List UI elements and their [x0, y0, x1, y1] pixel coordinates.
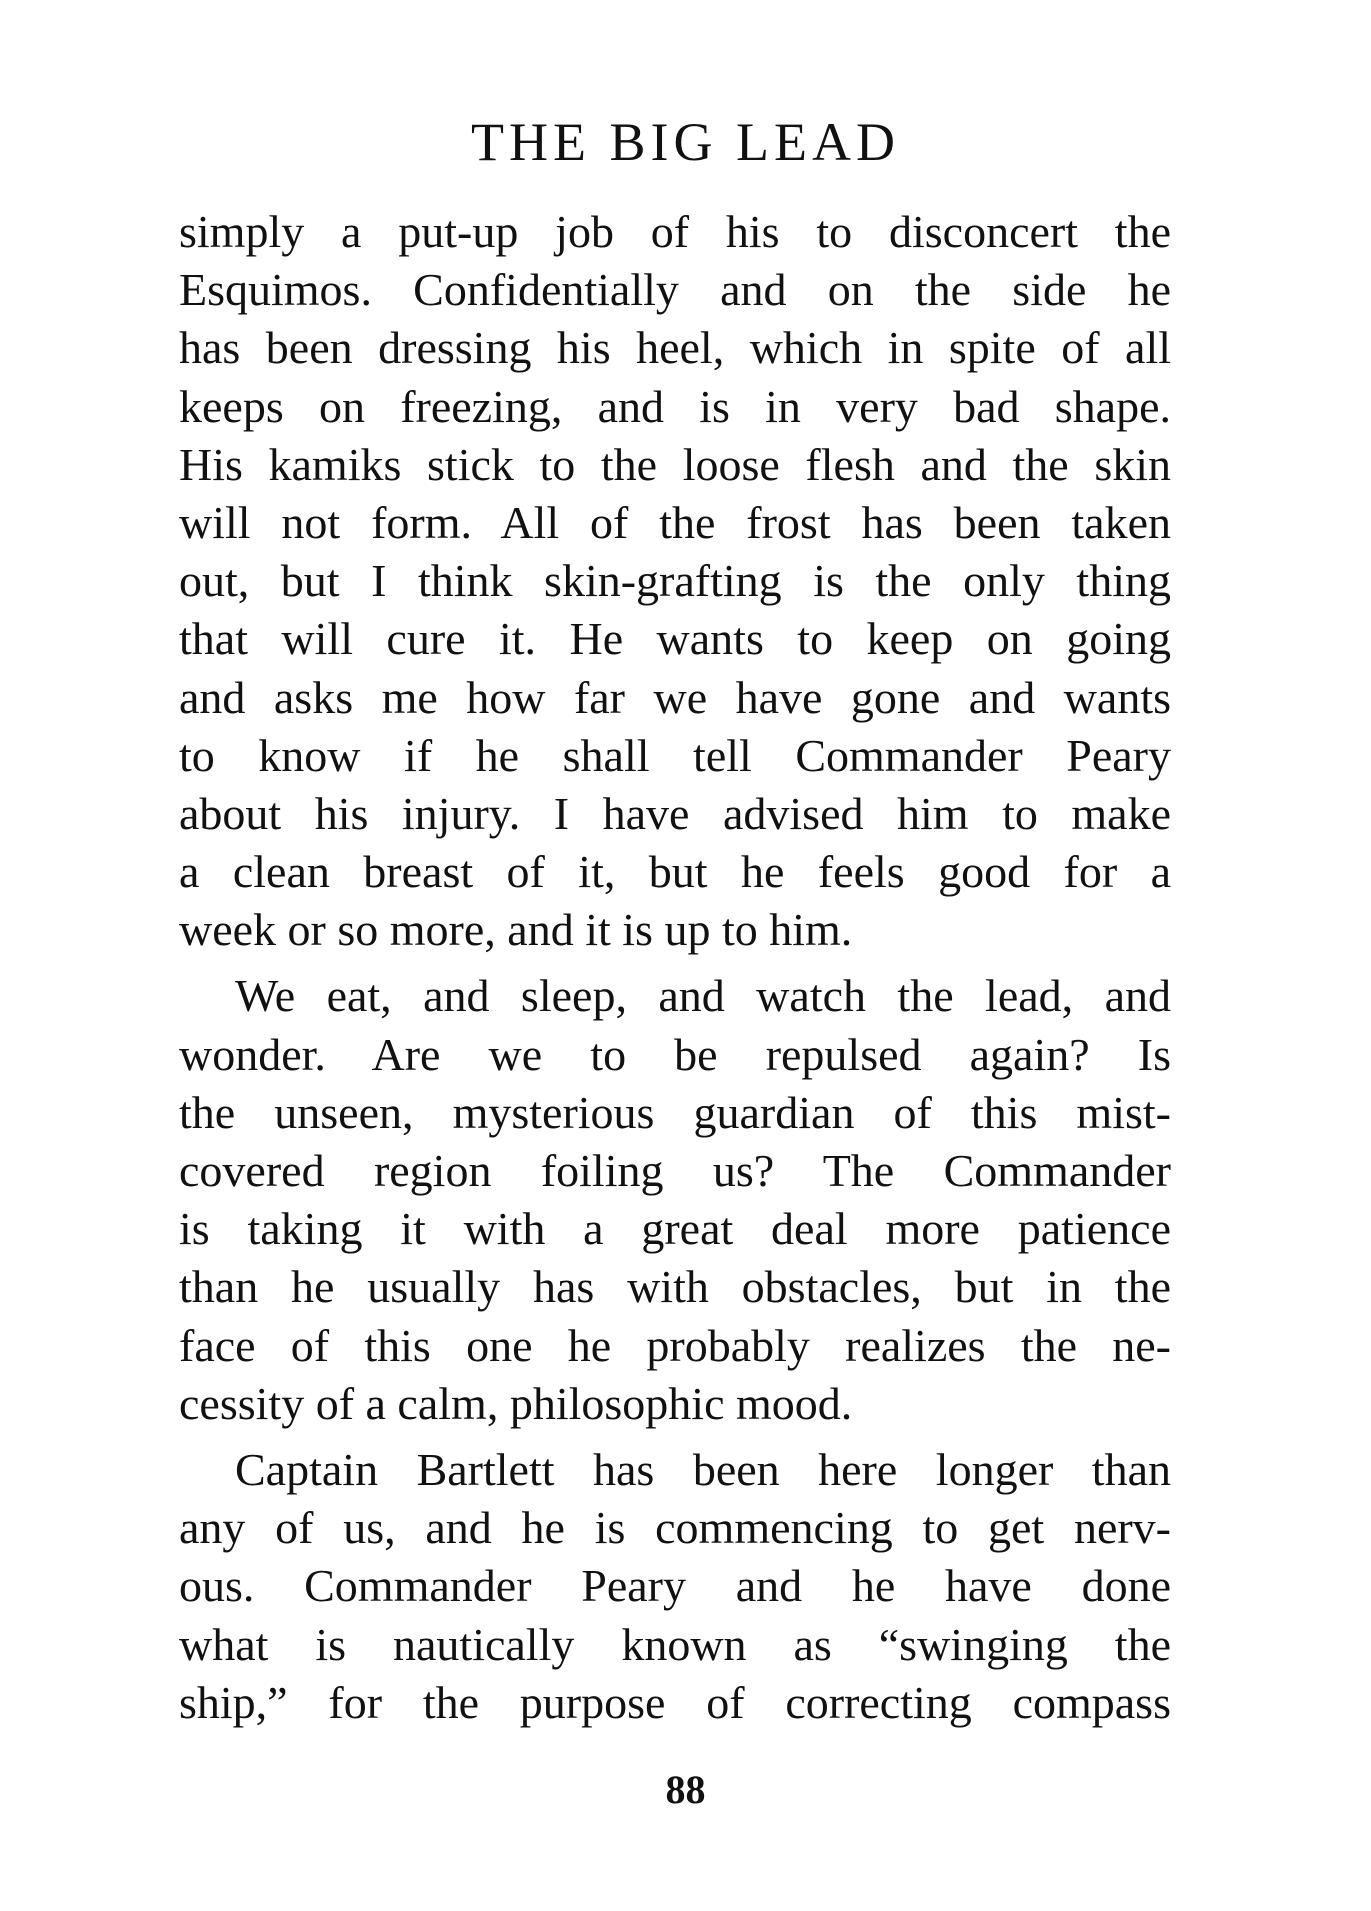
text-line: cessity of a calm, philosophic mood.	[179, 1377, 853, 1429]
text-line: covered region foiling us? The Commander	[179, 1145, 1171, 1196]
text-line: face of this one he probably realizes the ne-	[179, 1319, 1171, 1371]
text-line: the unseen, mysterious guardian of this mist-	[179, 1086, 1171, 1138]
page-number: 88	[665, 1767, 706, 1812]
text-line: ship,” for the purpose of correcting compass	[179, 1676, 1171, 1728]
text-line: and asks me how far we have gone and wants	[179, 671, 1171, 723]
text-line: Esquimos. Confidentially and on the side he	[179, 264, 1171, 316]
text-line: simply a put-up job of his to disconcert the	[179, 206, 1171, 257]
text-line: to know if he shall tell Commander Peary	[179, 729, 1171, 781]
text-line: a clean breast of it, but he feels good for a	[179, 846, 1171, 898]
paragraph	[179, 203, 1171, 959]
text-line: is taking it with a great deal more patience	[179, 1203, 1171, 1255]
text-line: out, but I think skin-grafting is the only thing	[179, 555, 1171, 607]
text-line: We eat, and sleep, and watch the lead, and	[235, 970, 1171, 1022]
text-line: any of us, and he is commencing to get nerv-	[179, 1502, 1171, 1554]
paragraph-gap	[179, 959, 1171, 967]
running-head: THE BIG LEAD	[471, 112, 900, 172]
text-line: will not form. All of the frost has been taken	[179, 496, 1171, 548]
text-line: ous. Commander Peary and he have done	[179, 1560, 1171, 1612]
text-line: His kamiks stick to the loose flesh and the skin	[179, 438, 1171, 490]
text-line: Captain Bartlett has been here longer than	[235, 1443, 1171, 1495]
text-line: keeps on freezing, and is in very bad shape.	[179, 380, 1171, 432]
text-line: week or so more, and it is up to him.	[179, 904, 853, 956]
paragraph	[179, 1441, 1171, 1732]
paragraph	[179, 967, 1171, 1433]
paragraph-gap	[179, 1433, 1171, 1441]
text-line: about his injury. I have advised him to make	[179, 787, 1171, 839]
text-line: what is nautically known as “swinging the	[179, 1618, 1171, 1670]
text-line: has been dressing his heel, which in spite of all	[179, 322, 1171, 374]
text-line: wonder. Are we to be repulsed again? Is	[179, 1028, 1171, 1080]
body-text	[179, 203, 1171, 1732]
text-line: than he usually has with obstacles, but in the	[179, 1261, 1171, 1313]
text-line: that will cure it. He wants to keep on going	[179, 613, 1171, 665]
